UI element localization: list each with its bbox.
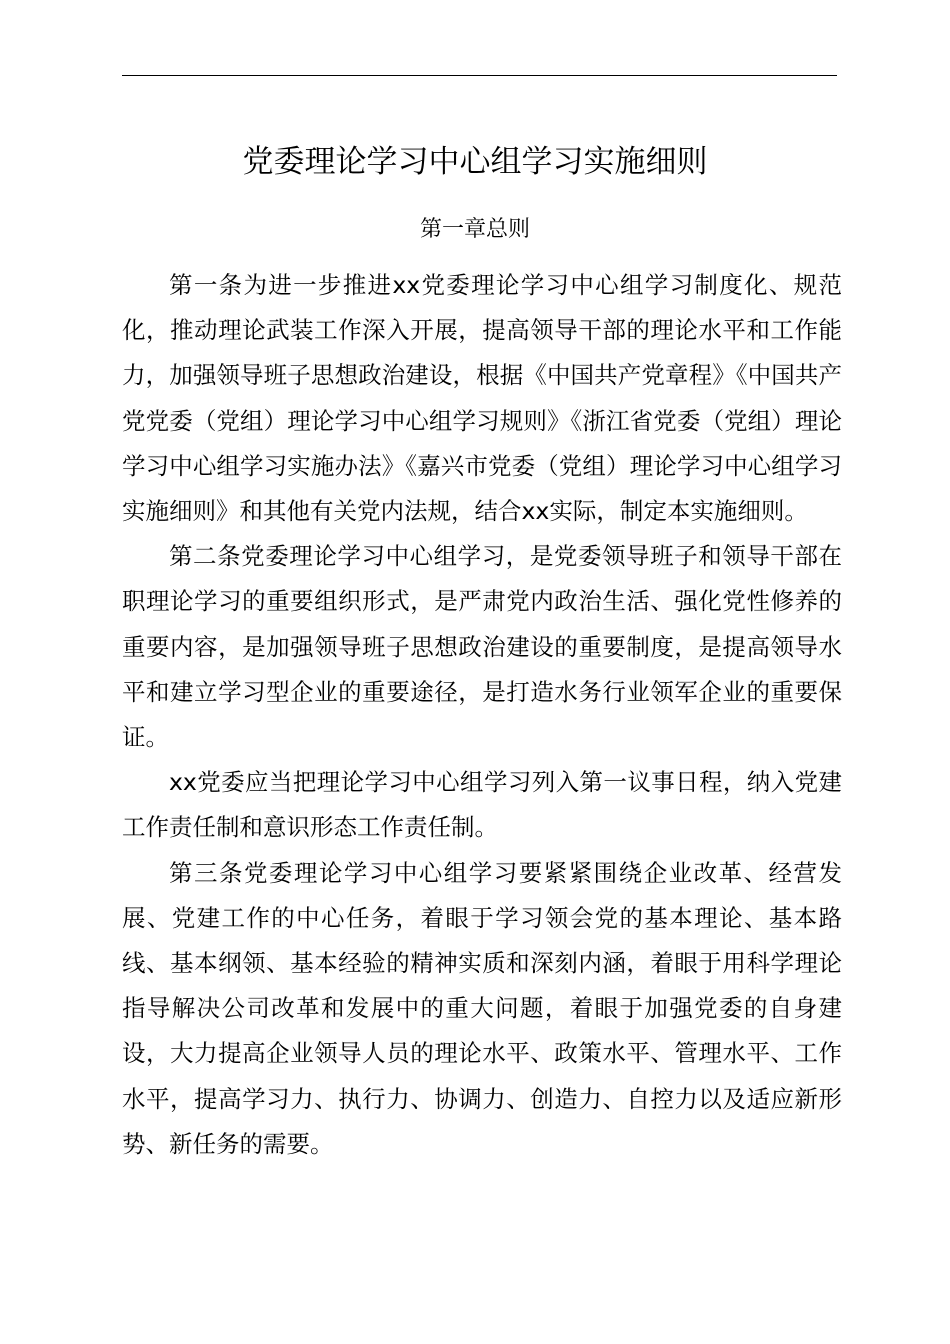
header-rule xyxy=(122,75,837,76)
chapter-heading: 第一章总则 xyxy=(419,217,530,242)
document-title: 党委理论学习中心组学习实施细则 xyxy=(242,144,708,180)
paragraph-article-3: 第三条党委理论学习中心组学习要紧紧围绕企业改革、经营发展、党建工作的中心任务，着眼于学习领会党的基本理论、基本路线、基本纲领、基本经验的精神实质和深刻内涵，着眼于用科学理论指导解决公司改革和发展中的重大问题，着眼于加强党委的自身建设，大力提高企业领导人员的理论水平、政策水平、管理水平、工作水平，提高学习力、执行力、协调力、创造力、自控力以及适应新形势、新任务的需要。 xyxy=(122,858,842,1158)
paragraph-article-2-supplement: xx党委应当把理论学习中心组学习列入第一议事日程，纳入党建工作责任制和意识形态工作责任制。 xyxy=(122,768,842,842)
paragraph-article-2: 第二条党委理论学习中心组学习，是党委领导班子和领导干部在职理论学习的重要组织形式，是严肃党内政治生活、强化党性修养的重要内容，是加强领导班子思想政治建设的重要制度，是提高领导水平和建立学习型企业的重要途径，是打造水务行业领军企业的重要保证。 xyxy=(122,542,842,752)
paragraph-article-1: 第一条为进一步推进xx党委理论学习中心组学习制度化、规范化，推动理论武装工作深入开展，提高领导干部的理论水平和工作能力，加强领导班子思想政治建设，根据《中国共产党章程》《中国共产党党委（党组）理论学习中心组学习规则》《浙江省党委（党组）理论学习中心组学习实施办法》《嘉兴市党委（党组）理论学习中心组学习实施细则》和其他有关党内法规，结合xx实际，制定本实施细则。 xyxy=(122,271,842,526)
document-body xyxy=(122,263,842,1167)
